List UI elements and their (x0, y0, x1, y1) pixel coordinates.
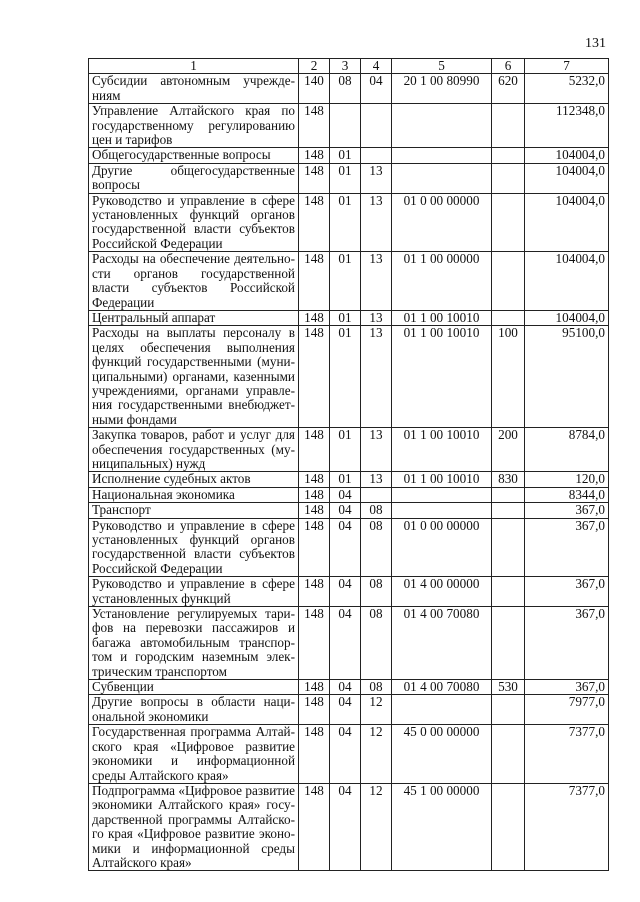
row-pr-cell: 13 (361, 428, 392, 472)
header-row (89, 59, 609, 74)
row-name-cell: Другие вопросы в области наци-ональной экономики (89, 695, 299, 725)
table-row (89, 487, 609, 502)
row-name-cell: Субвенции (89, 680, 299, 695)
row-name-cell: Национальная экономика (89, 487, 299, 502)
row-sum-cell: 104004,0 (525, 163, 609, 193)
row-rz-cell: 01 (330, 148, 361, 163)
row-pr-cell: 13 (361, 326, 392, 428)
row-sum-cell: 7377,0 (525, 725, 609, 784)
row-pr-cell: 08 (361, 607, 392, 680)
row-csr-cell (392, 503, 492, 518)
row-csr-cell (392, 148, 492, 163)
row-ved-cell: 148 (299, 680, 330, 695)
row-rz-cell: 01 (330, 163, 361, 193)
row-sum-cell: 120,0 (525, 472, 609, 487)
row-pr-cell: 04 (361, 74, 392, 104)
row-pr-cell: 13 (361, 252, 392, 311)
row-rz-cell: 01 (330, 310, 361, 325)
row-vr-cell (492, 163, 525, 193)
row-ved-cell: 148 (299, 472, 330, 487)
row-pr-cell: 08 (361, 503, 392, 518)
row-pr-cell: 12 (361, 725, 392, 784)
row-sum-cell: 112348,0 (525, 104, 609, 148)
table-row (89, 695, 609, 725)
row-sum-cell: 5232,0 (525, 74, 609, 104)
row-vr-cell (492, 487, 525, 502)
row-rz-cell: 01 (330, 193, 361, 252)
row-name-cell: Управление Алтайского края по государственному регулированию цен и тарифов (89, 104, 299, 148)
row-ved-cell: 148 (299, 148, 330, 163)
row-sum-cell: 104004,0 (525, 148, 609, 163)
row-rz-cell: 08 (330, 74, 361, 104)
row-pr-cell: 13 (361, 163, 392, 193)
row-ved-cell: 148 (299, 193, 330, 252)
row-name-cell: Транспорт (89, 503, 299, 518)
row-csr-cell: 20 1 00 80990 (392, 74, 492, 104)
row-name-cell: Расходы на обеспечение деятельно-сти органов государственной власти субъектов Российской Федерации (89, 252, 299, 311)
table-row (89, 310, 609, 325)
row-rz-cell: 04 (330, 487, 361, 502)
row-sum-cell: 367,0 (525, 518, 609, 577)
row-sum-cell: 7377,0 (525, 783, 609, 870)
row-ved-cell: 140 (299, 74, 330, 104)
row-name-cell: Руководство и управление в сфере установленных функций (89, 577, 299, 607)
table-row (89, 783, 609, 870)
header-cell: 5 (392, 59, 492, 74)
row-name-cell: Исполнение судебных актов (89, 472, 299, 487)
page-number: 131 (585, 36, 606, 51)
table-row (89, 74, 609, 104)
row-pr-cell: 12 (361, 695, 392, 725)
table-row (89, 428, 609, 472)
row-rz-cell: 01 (330, 428, 361, 472)
row-vr-cell (492, 252, 525, 311)
row-vr-cell (492, 695, 525, 725)
row-ved-cell: 148 (299, 503, 330, 518)
row-rz-cell: 01 (330, 472, 361, 487)
row-pr-cell: 12 (361, 783, 392, 870)
row-name-cell: Подпрограмма «Цифровое развитие экономики Алтайского края» госу-дарственной программы Алтайско-го края «Цифровое развитие эконо-мики и информационной среды Алтайского края» (89, 783, 299, 870)
header-cell: 4 (361, 59, 392, 74)
row-name-cell: Субсидии автономным учрежде-ниям (89, 74, 299, 104)
row-ved-cell: 148 (299, 310, 330, 325)
row-sum-cell: 367,0 (525, 680, 609, 695)
header-cell: 2 (299, 59, 330, 74)
budget-table (88, 58, 609, 871)
row-name-cell: Центральный аппарат (89, 310, 299, 325)
row-sum-cell: 367,0 (525, 577, 609, 607)
header-cell: 1 (89, 59, 299, 74)
table-row (89, 680, 609, 695)
row-vr-cell (492, 518, 525, 577)
table-row (89, 503, 609, 518)
row-csr-cell: 01 4 00 70080 (392, 680, 492, 695)
row-pr-cell: 13 (361, 472, 392, 487)
row-vr-cell (492, 104, 525, 148)
row-rz-cell: 04 (330, 783, 361, 870)
row-ved-cell: 148 (299, 577, 330, 607)
row-csr-cell: 01 0 00 00000 (392, 518, 492, 577)
row-vr-cell (492, 310, 525, 325)
row-rz-cell: 04 (330, 518, 361, 577)
row-name-cell: Другие общегосударственные вопросы (89, 163, 299, 193)
row-csr-cell: 01 1 00 10010 (392, 472, 492, 487)
row-csr-cell: 01 1 00 00000 (392, 252, 492, 311)
row-vr-cell (492, 148, 525, 163)
row-sum-cell: 104004,0 (525, 310, 609, 325)
table-row (89, 104, 609, 148)
row-pr-cell: 13 (361, 193, 392, 252)
row-pr-cell: 08 (361, 680, 392, 695)
row-csr-cell: 01 4 00 70080 (392, 607, 492, 680)
row-rz-cell (330, 104, 361, 148)
row-name-cell: Закупка товаров, работ и услуг для обеспечения государственных (му-ниципальных) нужд (89, 428, 299, 472)
table-row (89, 148, 609, 163)
row-csr-cell: 45 1 00 00000 (392, 783, 492, 870)
header-cell: 7 (525, 59, 609, 74)
row-csr-cell (392, 104, 492, 148)
row-rz-cell: 04 (330, 607, 361, 680)
row-ved-cell: 148 (299, 487, 330, 502)
row-csr-cell (392, 163, 492, 193)
table-row (89, 577, 609, 607)
row-vr-cell (492, 577, 525, 607)
row-pr-cell: 08 (361, 518, 392, 577)
table-row (89, 193, 609, 252)
row-ved-cell: 148 (299, 163, 330, 193)
row-csr-cell: 45 0 00 00000 (392, 725, 492, 784)
table-row (89, 472, 609, 487)
row-name-cell: Руководство и управление в сфере установленных функций органов государственной власти субъектов Российской Федерации (89, 518, 299, 577)
row-vr-cell: 530 (492, 680, 525, 695)
table-row (89, 252, 609, 311)
row-sum-cell: 8344,0 (525, 487, 609, 502)
row-vr-cell: 620 (492, 74, 525, 104)
row-rz-cell: 04 (330, 680, 361, 695)
table-row (89, 326, 609, 428)
row-pr-cell (361, 104, 392, 148)
row-ved-cell: 148 (299, 428, 330, 472)
row-pr-cell: 08 (361, 577, 392, 607)
row-rz-cell: 04 (330, 695, 361, 725)
row-sum-cell: 367,0 (525, 607, 609, 680)
row-vr-cell (492, 193, 525, 252)
table-row (89, 725, 609, 784)
row-csr-cell: 01 1 00 10010 (392, 326, 492, 428)
row-pr-cell (361, 487, 392, 502)
row-sum-cell: 104004,0 (525, 193, 609, 252)
row-vr-cell (492, 725, 525, 784)
row-csr-cell: 01 4 00 00000 (392, 577, 492, 607)
row-csr-cell (392, 695, 492, 725)
row-csr-cell: 01 0 00 00000 (392, 193, 492, 252)
row-sum-cell: 104004,0 (525, 252, 609, 311)
row-pr-cell (361, 148, 392, 163)
table-row (89, 607, 609, 680)
row-ved-cell: 148 (299, 252, 330, 311)
row-csr-cell (392, 487, 492, 502)
row-ved-cell: 148 (299, 783, 330, 870)
row-ved-cell: 148 (299, 695, 330, 725)
row-name-cell: Расходы на выплаты персоналу в целях обеспечения выполнения функций государственными (муни-ципальными) органами, казенными учреждениями, органами управле-ния государственными внебюджет-ными фондами (89, 326, 299, 428)
table-row (89, 163, 609, 193)
row-vr-cell (492, 503, 525, 518)
row-ved-cell: 148 (299, 104, 330, 148)
row-rz-cell: 04 (330, 577, 361, 607)
row-name-cell: Общегосударственные вопросы (89, 148, 299, 163)
row-rz-cell: 01 (330, 326, 361, 428)
row-rz-cell: 01 (330, 252, 361, 311)
row-vr-cell (492, 783, 525, 870)
row-ved-cell: 148 (299, 518, 330, 577)
row-vr-cell: 830 (492, 472, 525, 487)
row-vr-cell: 200 (492, 428, 525, 472)
table-row (89, 518, 609, 577)
row-pr-cell: 13 (361, 310, 392, 325)
row-name-cell: Установление регулируемых тари-фов на перевозки пассажиров и багажа автомобильным транспор-том и городским наземным элек-трическим транспортом (89, 607, 299, 680)
row-ved-cell: 148 (299, 725, 330, 784)
row-sum-cell: 8784,0 (525, 428, 609, 472)
row-csr-cell: 01 1 00 10010 (392, 428, 492, 472)
row-ved-cell: 148 (299, 607, 330, 680)
header-cell: 3 (330, 59, 361, 74)
row-sum-cell: 7977,0 (525, 695, 609, 725)
row-vr-cell: 100 (492, 326, 525, 428)
row-name-cell: Руководство и управление в сфере установленных функций органов государственной власти субъектов Российской Федерации (89, 193, 299, 252)
row-rz-cell: 04 (330, 725, 361, 784)
row-rz-cell: 04 (330, 503, 361, 518)
row-sum-cell: 367,0 (525, 503, 609, 518)
row-name-cell: Государственная программа Алтай-ского края «Цифровое развитие экономики и информационной среды Алтайского края» (89, 725, 299, 784)
row-ved-cell: 148 (299, 326, 330, 428)
row-csr-cell: 01 1 00 10010 (392, 310, 492, 325)
row-vr-cell (492, 607, 525, 680)
header-cell: 6 (492, 59, 525, 74)
row-sum-cell: 95100,0 (525, 326, 609, 428)
